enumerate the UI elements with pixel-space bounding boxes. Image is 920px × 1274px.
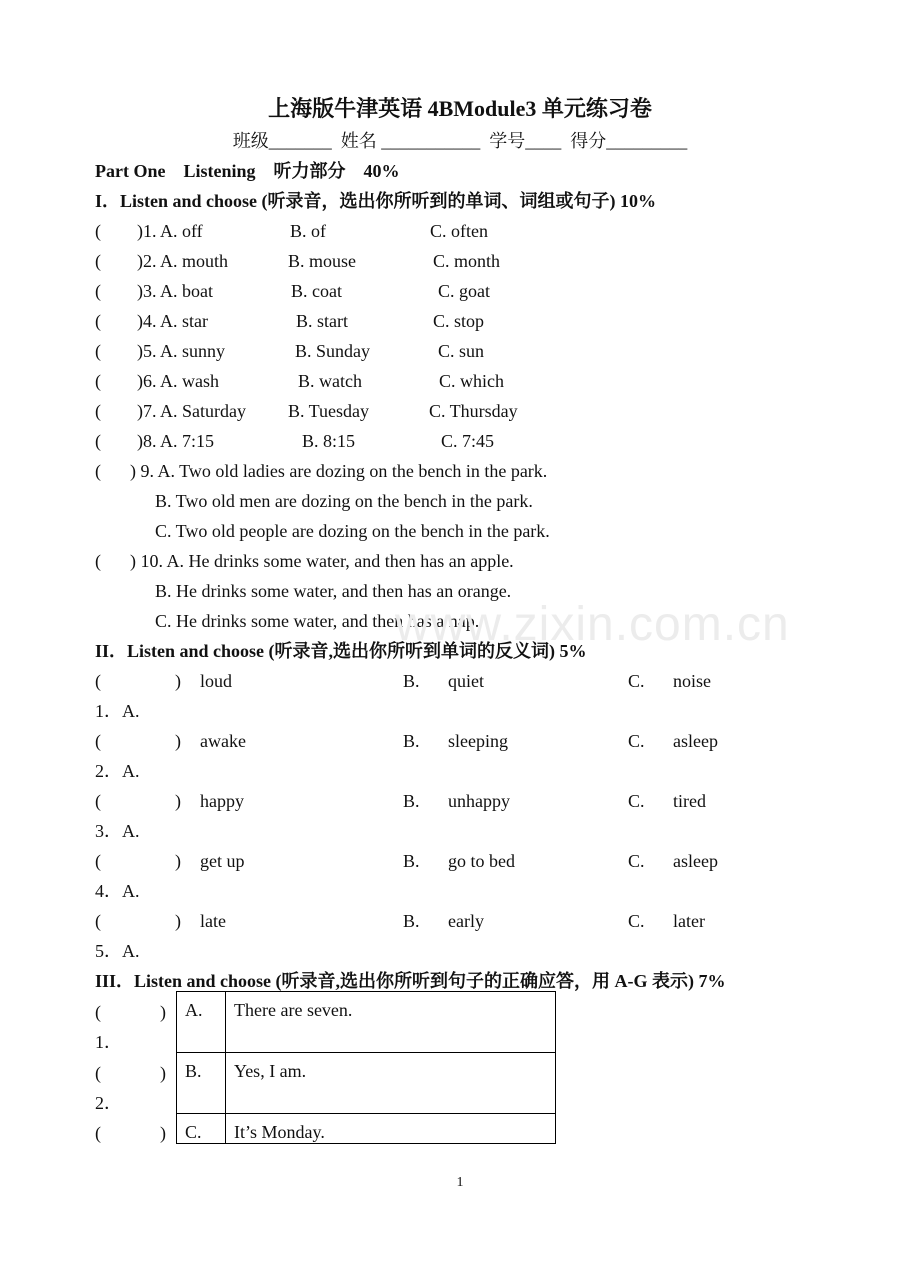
option-b: early (448, 911, 484, 931)
question-number: 1．A. (95, 701, 140, 721)
option-c: C. He drinks some water, and then has a nap. (155, 611, 480, 631)
answer-blank-open[interactable]: ( (95, 731, 101, 751)
answer-blank[interactable]: ( (95, 461, 101, 481)
option-a: 1. A. off (143, 221, 203, 241)
student-info-line (0, 129, 920, 153)
section-1-heading: I．Listen and choose (听录音，选出你所听到的单词、词组或句子) 10% (95, 191, 657, 211)
answer-blank-close[interactable]: ) (160, 1002, 166, 1022)
answer-blank-open[interactable]: ( (95, 1063, 101, 1083)
option-a: 3. A. boat (143, 281, 213, 301)
question-number: 4．A. (95, 881, 140, 901)
row-text: It’s Monday. (226, 1114, 556, 1144)
option-a: awake (200, 731, 246, 751)
section-2-heading: II．Listen and choose (听录音,选出你所听到单词的反义词) 5% (95, 641, 587, 661)
option-b: B. start (296, 311, 348, 331)
answer-blank-open[interactable]: ( (95, 791, 101, 811)
option-a: 8. A. 7:15 (143, 431, 215, 451)
row-letter: A. (177, 992, 226, 1053)
option-a: ) 10. A. He drinks some water, and then has an apple. (130, 551, 514, 571)
option-c: C. sun (438, 341, 485, 361)
option-c-label: C. (628, 911, 645, 931)
option-b: B. watch (298, 371, 362, 391)
answer-blank-close[interactable]: ) (175, 851, 181, 871)
row-text: Yes, I am. (226, 1053, 556, 1114)
row-text: There are seven. (226, 992, 556, 1053)
class-field[interactable]: 班级_______ (232, 131, 332, 151)
answer-blank[interactable]: ( ) (95, 371, 143, 391)
option-a: 5. A. sunny (143, 341, 226, 361)
option-c-label: C. (628, 791, 645, 811)
option-c: tired (673, 791, 706, 811)
option-b-label: B. (403, 671, 420, 691)
option-b: B. of (290, 221, 326, 241)
page-title: 上海版牛津英语 4BModule3 单元练习卷 (268, 96, 652, 121)
answer-blank[interactable]: ( (95, 551, 101, 571)
option-c: asleep (673, 731, 718, 751)
option-c: later (673, 911, 705, 931)
option-c: C. Two old people are dozing on the bench in the park. (155, 521, 550, 541)
option-b: B. coat (291, 281, 342, 301)
answer-blank-open[interactable]: ( (95, 1123, 101, 1143)
option-b: unhappy (448, 791, 510, 811)
option-c: C. 7:45 (441, 431, 495, 451)
option-c: C. stop (433, 311, 485, 331)
option-b-label: B. (403, 791, 420, 811)
option-c: asleep (673, 851, 718, 871)
part-one-heading: Part One Listening 听力部分 40% (95, 161, 400, 181)
table-row (177, 1114, 556, 1144)
option-a: 7. A. Saturday (143, 401, 246, 421)
option-b-label: B. (403, 731, 420, 751)
option-c: C. Thursday (429, 401, 518, 421)
question-number: 2． (95, 1093, 122, 1113)
answer-blank-close[interactable]: ) (175, 671, 181, 691)
answer-blank-open[interactable]: ( (95, 851, 101, 871)
watermark: www.zixin.com.cn (395, 598, 790, 651)
option-a: get up (200, 851, 245, 871)
question-number: 5．A. (95, 941, 140, 961)
question-number: 1． (95, 1032, 122, 1052)
answer-blank-close[interactable]: ) (175, 911, 181, 931)
answer-blank[interactable]: ( ) (95, 401, 143, 421)
option-b: B. mouse (288, 251, 357, 271)
option-a: late (200, 911, 226, 931)
option-a: happy (200, 791, 244, 811)
row-letter: B. (177, 1053, 226, 1114)
answer-blank-close[interactable]: ) (160, 1123, 166, 1143)
section-3-heading: III．Listen and choose (听录音,选出你所听到句子的正确应答，用 A-G 表示) 7% (95, 971, 726, 991)
option-b: B. He drinks some water, and then has an orange. (155, 581, 512, 601)
answer-blank-open[interactable]: ( (95, 1002, 101, 1022)
answer-blank-close[interactable]: ) (160, 1063, 166, 1083)
student-number-field[interactable]: 学号____ (489, 131, 562, 151)
row-letter: C. (177, 1114, 226, 1144)
option-b: go to bed (448, 851, 515, 871)
name-field[interactable]: 姓名 ___________ (340, 131, 481, 151)
option-c: C. month (433, 251, 501, 271)
option-b-label: B. (403, 851, 420, 871)
option-c: C. which (439, 371, 504, 391)
option-b: sleeping (448, 731, 508, 751)
question-number: 3．A. (95, 821, 140, 841)
option-b: B. Tuesday (288, 401, 370, 421)
answer-blank[interactable]: ( ) (95, 221, 143, 241)
option-b: B. Two old men are dozing on the bench in the park. (155, 491, 533, 511)
option-b: B. 8:15 (302, 431, 356, 451)
option-c-label: C. (628, 671, 645, 691)
table-row (177, 992, 556, 1053)
option-c: C. often (430, 221, 488, 241)
answer-blank-close[interactable]: ) (175, 731, 181, 751)
answer-blank[interactable]: ( ) (95, 341, 143, 361)
option-c-label: C. (628, 731, 645, 751)
answer-blank[interactable]: ( ) (95, 251, 143, 271)
option-b: B. Sunday (295, 341, 371, 361)
answer-blank[interactable]: ( ) (95, 311, 143, 331)
option-a: loud (200, 671, 233, 691)
answer-blank-close[interactable]: ) (175, 791, 181, 811)
response-table (176, 991, 556, 1144)
option-c: C. goat (438, 281, 490, 301)
option-a: ) 9. A. Two old ladies are dozing on the bench in the park. (130, 461, 548, 481)
answer-blank[interactable]: ( ) (95, 431, 143, 451)
score-field[interactable]: 得分_________ (570, 131, 688, 151)
option-b-label: B. (403, 911, 420, 931)
option-c-label: C. (628, 851, 645, 871)
table-row (177, 1053, 556, 1114)
page-number: 1 (456, 1175, 464, 1190)
answer-blank-open[interactable]: ( (95, 911, 101, 931)
answer-blank[interactable]: ( ) (95, 281, 143, 301)
option-c: noise (673, 671, 711, 691)
option-a: 6. A. wash (143, 371, 219, 391)
option-b: quiet (448, 671, 484, 691)
option-a: 4. A. star (143, 311, 208, 331)
option-a: 2. A. mouth (143, 251, 229, 271)
question-number: 2．A. (95, 761, 140, 781)
answer-blank-open[interactable]: ( (95, 671, 101, 691)
